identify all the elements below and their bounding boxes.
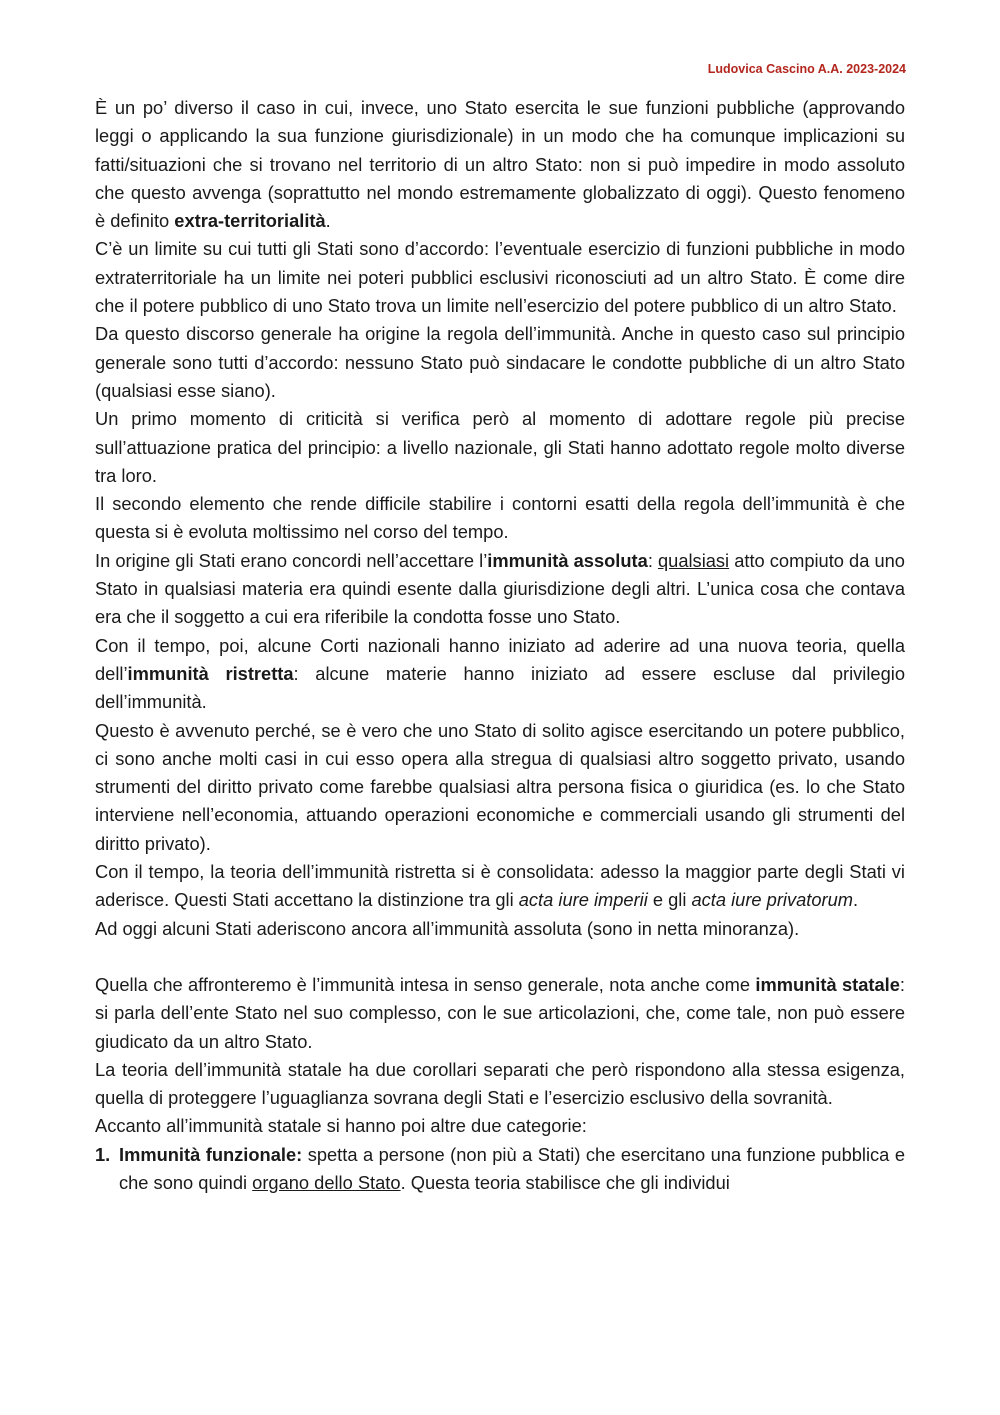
bold-term: immunità statale bbox=[755, 973, 900, 995]
text-run: e gli bbox=[647, 889, 692, 911]
paragraph-state-immunity bbox=[95, 971, 905, 1056]
paragraph-absolute-immunity bbox=[95, 547, 905, 632]
paragraph: Ad oggi alcuni Stati aderiscono ancora all’immunità assoluta (sono in netta minoranza). bbox=[95, 917, 800, 939]
list-item-title: Immunità funzionale: bbox=[119, 1143, 303, 1165]
paragraph: Questo è avvenuto perché, se è vero che uno Stato di solito agisce esercitando un potere pubblico, ci sono anche molti casi in cui esso opera alla stregua di qualsiasi altro soggetto privato, usando strumenti del diritto privato come farebbe qualsiasi altra persona fisica o giuridica (es. lo che Stato interviene nell’economia, attuando operazioni economiche e commerciali usando gli strumenti del diritto privato). bbox=[95, 719, 905, 854]
text-run: Con il tempo, poi, alcune Corti nazionali hanno iniziato ad aderire ad una nuova teoria, quella dell’ bbox=[95, 634, 905, 684]
italic-term: acta iure imperii bbox=[518, 889, 648, 911]
list-item bbox=[95, 1141, 905, 1198]
text-run: . Questa teoria stabilisce che gli individui bbox=[400, 1171, 730, 1193]
numbered-list bbox=[95, 1141, 905, 1198]
bold-term: immunità ristretta bbox=[127, 662, 294, 684]
paragraph: Da questo discorso generale ha origine la regola dell’immunità. Anche in questo caso sul principio generale sono tutti d’accordo: nessuno Stato può sindacare le condotte pubbliche di un altro Stato (qualsiasi esse siano). bbox=[95, 323, 905, 401]
bold-term: extra-territorialità bbox=[174, 210, 326, 232]
underlined-text: qualsiasi bbox=[657, 549, 730, 571]
text-run: . bbox=[853, 889, 859, 911]
text-run: È un po’ diverso il caso in cui, invece, uno Stato esercita le sue funzioni pubbliche (approvando leggi o applicando la sua funzione giurisdizionale) in un modo che ha comunque implicazioni su fatti/situazioni che si trovano nel territorio di un altro Stato: non si può impedire in modo assoluto che questo avvenga (soprattutto nel mondo estremamente globalizzato di oggi). Questo fenomeno è definito bbox=[95, 97, 905, 232]
bold-term: immunità assoluta bbox=[487, 549, 648, 571]
text-run: In origine gli Stati erano concordi nell’accettare l’ bbox=[95, 549, 488, 571]
text-run: Con il tempo, la teoria dell’immunità ristretta si è consolidata: adesso la maggior parte degli Stati vi aderisce. Questi Stati accettano la distinzione tra gli bbox=[95, 861, 905, 911]
text-run: . bbox=[325, 210, 331, 232]
text-run: : si parla dell’ente Stato nel suo complesso, con le sue articolazioni, che, come tale, non può essere giudicato da un altro Stato. bbox=[95, 973, 905, 1052]
text-run: atto compiuto da uno Stato in qualsiasi materia era quindi esente dalla giurisdizione degli altri. L’unica cosa che contava era che il soggetto a cui era riferibile la condotta fosse uno Stato. bbox=[95, 549, 905, 628]
list-number: 1. bbox=[95, 1143, 111, 1165]
paragraph-restricted-immunity bbox=[95, 632, 905, 717]
text-run: spetta a persone (non più a Stati) che esercitano una funzione pubblica e che sono quindi bbox=[119, 1143, 905, 1193]
underlined-text: organo dello Stato bbox=[252, 1171, 401, 1193]
paragraph-extraterritoriality bbox=[95, 94, 905, 235]
italic-term: acta iure privatorum bbox=[691, 889, 854, 911]
text-run: Quella che affronteremo è l’immunità intesa in senso generale, nota anche come bbox=[95, 973, 756, 995]
text-run: : alcune materie hanno iniziato ad essere escluse dal privilegio dell’immunità. bbox=[95, 662, 905, 713]
paragraph: La teoria dell’immunità statale ha due corollari separati che però rispondono alla stessa esigenza, quella di proteggere l’uguaglianza sovrana degli Stati e l’esercizio esclusivo della sovranità. bbox=[95, 1058, 905, 1109]
paragraph-acta bbox=[95, 858, 905, 915]
paragraph: Accanto all’immunità statale si hanno poi altre due categorie: bbox=[95, 1115, 587, 1137]
paragraph: C’è un limite su cui tutti gli Stati sono d’accordo: l’eventuale esercizio di funzioni pubbliche in modo extraterritoriale ha un limite nei poteri pubblici esclusivi riconosciuti ad un altro Stato. È come dire che il potere pubblico di uno Stato trova un limite nell’esercizio del potere pubblico di un altro Stato. bbox=[95, 238, 905, 317]
document-header: Ludovica Cascino A.A. 2023-2024 bbox=[707, 62, 906, 76]
paragraph-spacer bbox=[95, 943, 905, 971]
paragraph: Il secondo elemento che rende difficile stabilire i contorni esatti della regola dell’immunità è che questa si è evoluta moltissimo nel corso del tempo. bbox=[95, 493, 905, 543]
paragraph: Un primo momento di criticità si verifica però al momento di adottare regole più precise sull’attuazione pratica del principio: a livello nazionale, gli Stati hanno adottato regole molto diverse tra loro. bbox=[95, 408, 905, 486]
document-body bbox=[95, 94, 905, 1197]
text-run: : bbox=[647, 549, 658, 571]
